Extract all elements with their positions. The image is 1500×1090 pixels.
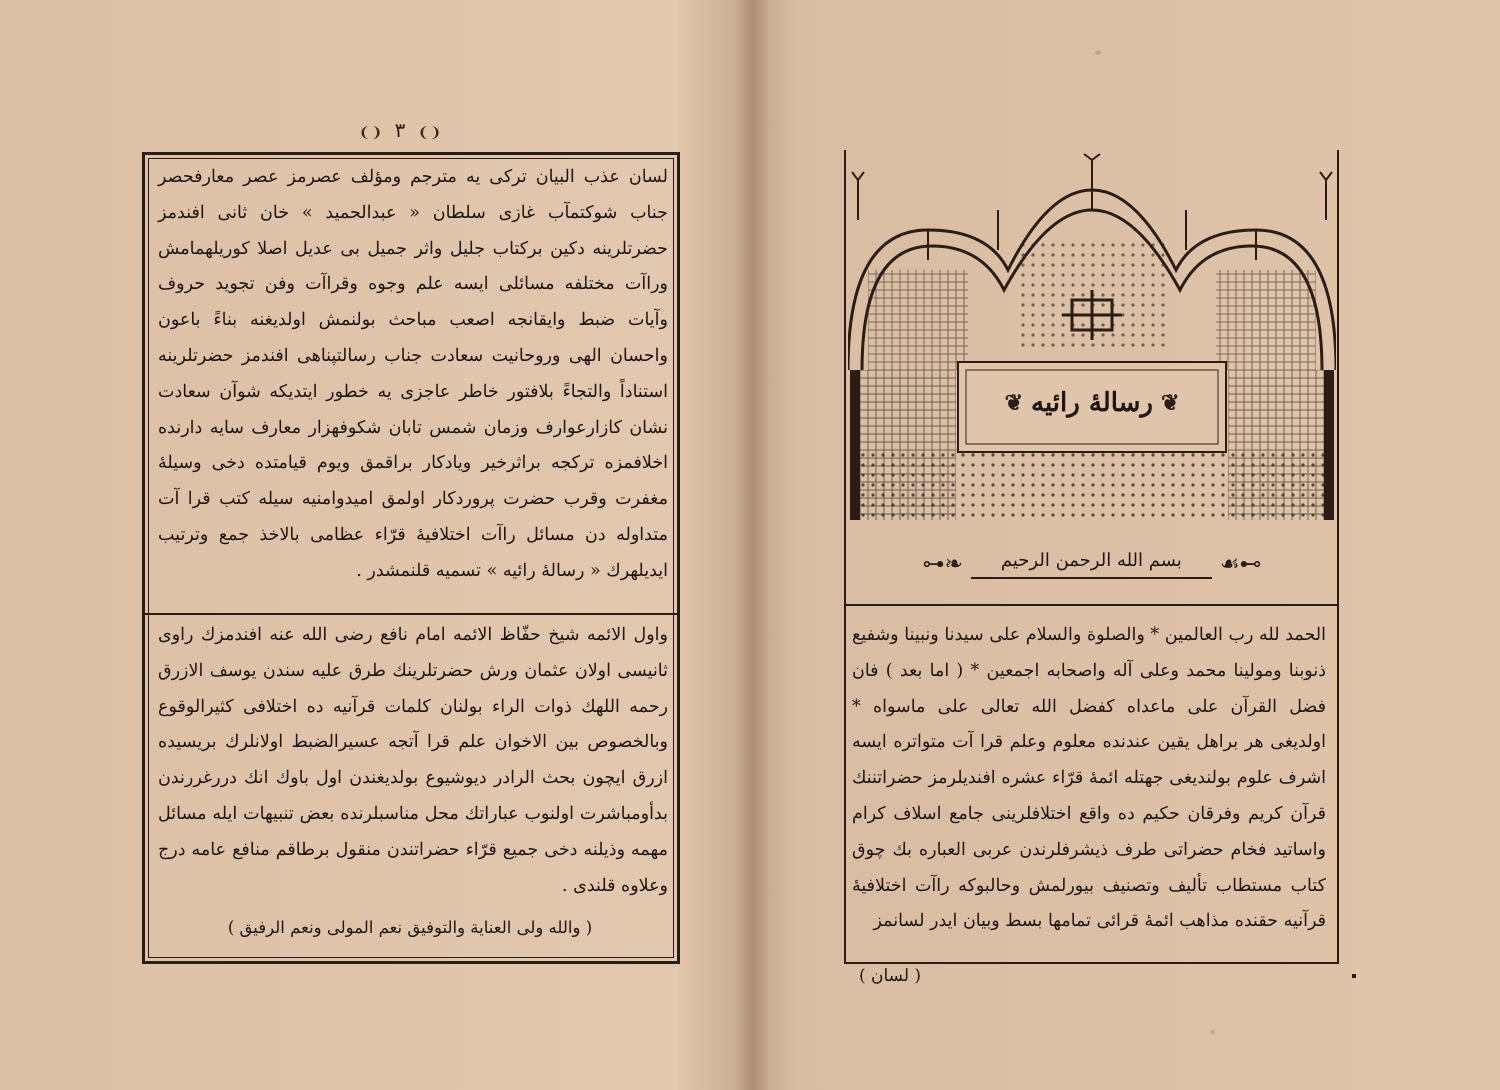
folio-ornament-icon: ❨❩ bbox=[358, 125, 383, 141]
basmala-flourish-icon: ⊶❧ bbox=[922, 551, 963, 577]
catchword: ( لسان ) bbox=[858, 966, 922, 986]
basmala-flourish-icon: ☙⊷ bbox=[1219, 551, 1262, 577]
left-paragraph-1: لسان عذب البيان تركى يه مترجم ومؤلف عصرمز عصر معارفحصر جناب شوكتمآب غازى سلطان « عبدالحميد » خان ثانى افندمز حضرتلرينه دكين بركتاب جليل واثر جميل بى عديل اصلا كوريلهمامش وراآت مختلفه مسائلى ايسه علم وجوه وقراآت وفن تجويد حروف وآيات ضبط وايقانجه اصعب مباحث بولنمش اولديغنه بناءً باعون واحسان الهى وروحانيت سعادت جناب رسالتپناهى افندمز حضرتلرينه استناداً والتجاءً بلافتور خاطر عاجزى يه خطور ايتديكه شوآن سعادت نشان كازارعوارف وزمان شمس تابان شكوفهزار معارف سايه دارنده اخلافمزه تركجه براثرخير ويادكار براقمق ويوم قيامتده دخى وسيلهٔ مغفرت وقرب حضرت پروردكار اولمق اميدوامنيه سيله كتب قرا آت متداوله دن مسائل راآت اختلافيهٔ قرّاء عظامى بالاخذ جمع وترتيب ايديلهرك « رسالهٔ رائيه » تسميه قلنمشدر . bbox=[158, 167, 668, 581]
basmala: بسم الله الرحمن الرحيم bbox=[971, 550, 1212, 579]
left-divider bbox=[144, 613, 678, 615]
ornamental-headpiece-icon bbox=[848, 150, 1336, 522]
closing-formula: ( والله ولى العناية والتوفيق نعم المولى ونعم الرفيق ) bbox=[227, 918, 593, 937]
title-flourish-icon: ❦ bbox=[1004, 390, 1024, 416]
right-divider bbox=[846, 604, 1337, 606]
basmala-band bbox=[848, 524, 1336, 604]
folio-ornament-icon: ❨❩ bbox=[417, 125, 442, 141]
left-paragraph-2: واول الائمه شيخ حفّاظ الائمه امام نافع رضى الله عنه افندمزك راوى ثانيسى اولان عثمان ورش حضرتلرينك طرق عليه سندن يوسف الازرق رحمه اللهك ذوات الراء بولنان كلمات قرآنيه ده اختلافى كثيرالوقوع وبالخصوص بين الاخوان علم قرا آتجه عسيرالضبط اولانلرك بريسيده ازرق ايچون بحث الرادر ديوشيوع بولديغندن اول باوك انك دررغررندن بدأومباشرت اولنوب عباراتك محل مناسبلرنده بعض تنبيهات ايله مسائل مهمه وذيلنه دخى جميع قرّاء حضراتندن منقول برطاقم منافع عامه درج وعلاوه قلندى . bbox=[158, 625, 668, 896]
title-flourish-icon: ❦ bbox=[1161, 390, 1180, 416]
book-title bbox=[962, 365, 1222, 441]
page-number bbox=[330, 118, 470, 142]
page-mark bbox=[1352, 974, 1356, 978]
page-number-text: ٣ bbox=[394, 118, 406, 142]
book-title-text: رسالهٔ رائيه bbox=[1031, 388, 1153, 418]
right-paragraph: الحمد لله رب العالمين * والصلوة والسلام على سيدنا ونبينا وشفيع ذنوبنا ومولينا محمد وعلى آله واصحابه اجمعين * ( اما بعد ) فان فضل القرآن على ماعداه كفضل الله تعالى على ماسواه * اولديغى هر براهل يقين عندنده معلوم وعلم قرا آت متواتره ايسه اشرف علوم بولنديغى جهتله ائمهٔ قرّاء عشره افنديلرمز حضراتننك قرآن كريم وفرقان حكيم ده واقع اختلافلرينى جامع اسلاف كرام واساتيد فخام حضراتى طرف ذيشرفلرندن عربى العباره بك چوق كتاب مستطاب تأليف وتصنيف بيورلمش وحالبوكه راآت اختلافيهٔ قرآنيه حقنده مذاهب ائمهٔ قرائى تمامها بسط وبيان ايدر لسانمز bbox=[852, 625, 1326, 932]
